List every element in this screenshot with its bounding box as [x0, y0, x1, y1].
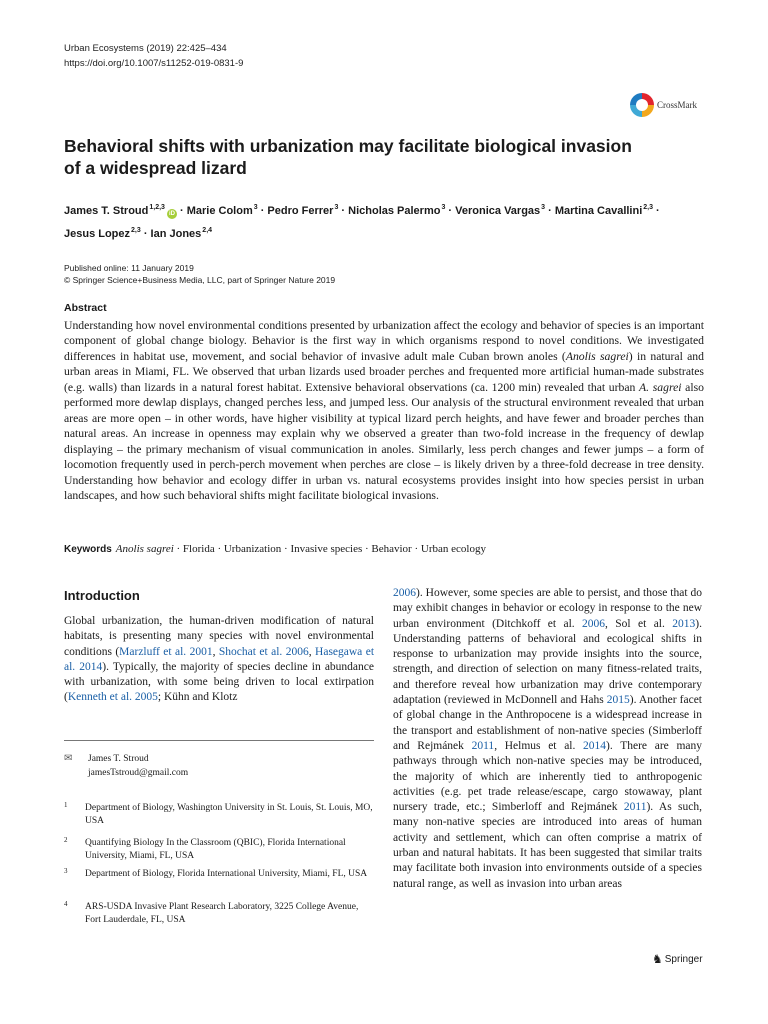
publisher-name: Springer — [664, 953, 703, 965]
envelope-icon: ✉ — [64, 753, 73, 764]
copyright-line — [64, 274, 335, 286]
abstract-text: also performed more dewlap displays, changed perches less, and jumped less. Our analysis of the structural environment revealed that urban areas are more open – in other words, have higher visibility at typical lizard perch heights, and have fewer and broader perches than natural areas. An increase in openness may explain why we observed a greater than two-fold increase in the frequency of dewlap displaying – the primary mechanism of visual communication in anoles. Similarly, less perch changes and fewer jumps – a form of locomotion frequently used in perch-perch movement when perches are close – is likely driven by a three-fold decrease in tree density. Understanding how behavior and ecology differ in urban vs. natural ecosystems provides insight into how species persist in urban landscapes, and how such behavioral shifts might facilitate biological invasions. — [64, 380, 704, 502]
orcid-icon[interactable]: iD — [168, 211, 175, 217]
springer-horse-icon: ♞ — [652, 952, 663, 966]
keywords — [64, 543, 486, 555]
body-text: ). Understanding patterns of behavioral and ecological shifts in response to urbanization may provide insights into the source, strength, and direction of selection on many fitness-related traits, and therefore reveal how urbanization may drive contemporary adaptation (reviewed in McDonnell and Hahs — [393, 617, 702, 707]
journal-citation: Urban Ecosystems (2019) 22:425–434 — [64, 43, 227, 54]
copyright-icon: © — [64, 275, 71, 285]
keywords-label: Keywords — [64, 544, 112, 555]
author-name[interactable]: Nicholas Palermo — [348, 205, 441, 217]
crossmark-label: CrossMark — [657, 100, 697, 110]
author-name[interactable]: Ian Jones — [150, 228, 202, 240]
correspondence-block — [64, 752, 188, 780]
author-affiliation-marker: 2,3 — [131, 227, 141, 234]
article-title — [64, 135, 684, 179]
introduction-left-column — [64, 614, 374, 706]
citation-link[interactable]: 2011 — [471, 739, 495, 752]
affiliation-text: Department of Biology, Florida International University, Miami, FL, USA — [85, 869, 368, 879]
author-name[interactable]: James T. Stroud — [64, 205, 149, 217]
author-line-2 — [64, 221, 714, 244]
title-line-1: Behavioral shifts with urbanization may facilitate biological invasion — [64, 136, 632, 156]
citation-link[interactable]: 2011 — [623, 801, 647, 814]
abstract-heading: Abstract — [64, 302, 107, 314]
citation-link[interactable]: Shochat et al. 2006 — [218, 645, 309, 658]
author-affiliation-marker: 3 — [334, 204, 339, 211]
body-text: ). However, some species are able to persist, and those that do may exhibit changes in behavior or ecology in response to the new urban environment (Ditchkoff et al. — [393, 587, 702, 630]
body-text: ). Another facet of global change in the Anthropocene is a widespread increase in the transport and establishment of non-native species (Simberloff and Rejmánek — [393, 694, 703, 752]
introduction-heading: Introduction — [64, 588, 140, 603]
author-separator: · — [176, 205, 187, 217]
species-name: Anolis sagrei — [565, 349, 629, 363]
author-name[interactable]: Jesus Lopez — [64, 228, 131, 240]
affiliation-number: 4 — [64, 900, 68, 908]
affiliation-text: ARS-USDA Invasive Plant Research Laboratory, 3225 College Avenue, Fort Lauderdale, FL, USA — [85, 902, 359, 925]
affiliation-item — [64, 802, 374, 827]
affiliation-item — [64, 868, 374, 881]
journal-reference — [64, 41, 243, 71]
affiliation-number: 1 — [64, 801, 68, 809]
author-affiliation-marker: 3 — [253, 204, 258, 211]
author-separator: · — [545, 205, 555, 217]
citation-link[interactable]: Marzluff et al. 2001 — [119, 645, 213, 658]
author-separator: · — [653, 205, 660, 217]
author-name[interactable]: Martina Cavallini — [554, 205, 643, 217]
citation-link[interactable]: 2006 — [393, 587, 416, 599]
body-text: ; Kühn and Klotz — [157, 691, 238, 704]
author-name[interactable]: Pedro Ferrer — [267, 205, 334, 217]
crossmark-icon — [630, 93, 654, 117]
publication-info — [64, 262, 335, 286]
author-separator: · — [445, 205, 456, 217]
citation-link[interactable]: 2013 — [672, 617, 696, 630]
introduction-right-column — [393, 586, 702, 892]
affiliation-number: 3 — [64, 867, 68, 875]
corresponding-author: James T. Stroud — [88, 754, 149, 764]
body-text: , — [212, 645, 219, 658]
title-line-2: of a widespread lizard — [64, 158, 247, 178]
body-text: , — [308, 645, 316, 658]
citation-link[interactable]: 2014 — [583, 739, 607, 752]
species-name: A. sagrei — [639, 380, 682, 394]
body-text: Global urbanization, the human-driven modification of natural habitats, is presenting many species with novel environmental conditions ( — [64, 615, 374, 658]
body-text: ). There are many pathways through which non-native species may be introduced, the majority of which are inherently tied to anthropogenic activities (e.g. pet trade release/escape, cargo stowaway, plant nursery trade, etc.; Simberloff and Rejmánek — [393, 739, 702, 814]
author-line-1 — [64, 198, 714, 221]
author-affiliation-marker: 1,2,3 — [149, 204, 165, 211]
affiliation-text: Quantifying Biology In the Classroom (QBIC), Florida International University, Miami, FL, USA — [85, 838, 346, 861]
affiliation-text: Department of Biology, Washington University in St. Louis, St. Louis, MO, USA — [85, 803, 373, 826]
author-name[interactable]: Marie Colom — [186, 205, 253, 217]
author-list — [64, 198, 714, 244]
publisher-footer — [652, 952, 703, 966]
affiliation-item — [64, 901, 374, 926]
body-text: ). Typically, the majority of species decline in abundance with urbanization, with some being driven to local extirpation ( — [64, 660, 374, 704]
citation-link[interactable]: 2006 — [582, 617, 606, 630]
author-affiliation-marker: 3 — [441, 204, 446, 211]
citation-link[interactable]: Kenneth et al. 2005 — [67, 691, 158, 704]
keyword-species: Anolis sagrei — [115, 543, 174, 555]
author-separator: · — [338, 205, 349, 217]
body-text: , Sol et al. — [605, 617, 673, 630]
author-separator: · — [140, 228, 151, 240]
published-date: Published online: 11 January 2019 — [64, 263, 194, 273]
abstract-text: Understanding how novel environmental conditions presented by urbanization affect the ecology and behavior of species is an important component of global change biology. Behavior is the first way in which organisms respond to novel conditions. We investigated differences in habitat use, movement, and social behavior of invasive adult male Cuban brown anoles ( — [64, 319, 704, 363]
abstract-body — [64, 318, 704, 503]
author-separator: · — [257, 205, 268, 217]
corresponding-email[interactable]: jamesTstroud@gmail.com — [88, 768, 189, 778]
author-affiliation-marker: 2,3 — [643, 204, 653, 211]
citation-link[interactable]: 2015 — [606, 694, 630, 707]
affiliation-item — [64, 837, 374, 862]
author-affiliation-marker: 2,4 — [202, 227, 213, 234]
body-text: , Helmus et al. — [494, 739, 584, 752]
body-text: ). As such, many non-native species are introduced into areas of human activity and settlement, which can often comprise a matrix of urban and natural habitats. It has been suggested that similar traits may facilitate both invasion into environments outside of a species natural range, as well as invasion into urban areas — [393, 801, 702, 890]
footnote-divider — [64, 740, 374, 741]
copyright-text: Springer Science+Business Media, LLC, part of Springer Nature 2019 — [72, 275, 336, 285]
author-affiliation-marker: 3 — [541, 204, 546, 211]
citation-link[interactable]: Hasegawa et al. 2014 — [64, 645, 375, 673]
author-name[interactable]: Veronica Vargas — [455, 205, 541, 217]
abstract-text: ) in natural and urban areas in Miami, FL. We observed that urban lizards used broader perches and frequented more artificial human-made substrates (e.g. walls) than lizards in a natural forest habitat. Extensive behavioral observations (ca. 1200 min) revealed that urban — [64, 349, 704, 394]
crossmark-badge[interactable] — [630, 93, 697, 117]
keyword-list: · Florida · Urbanization · Invasive species · Behavior · Urban ecology — [173, 543, 486, 555]
doi-link[interactable]: https://doi.org/10.1007/s11252-019-0831-9 — [64, 58, 244, 69]
affiliation-number: 2 — [64, 836, 68, 844]
